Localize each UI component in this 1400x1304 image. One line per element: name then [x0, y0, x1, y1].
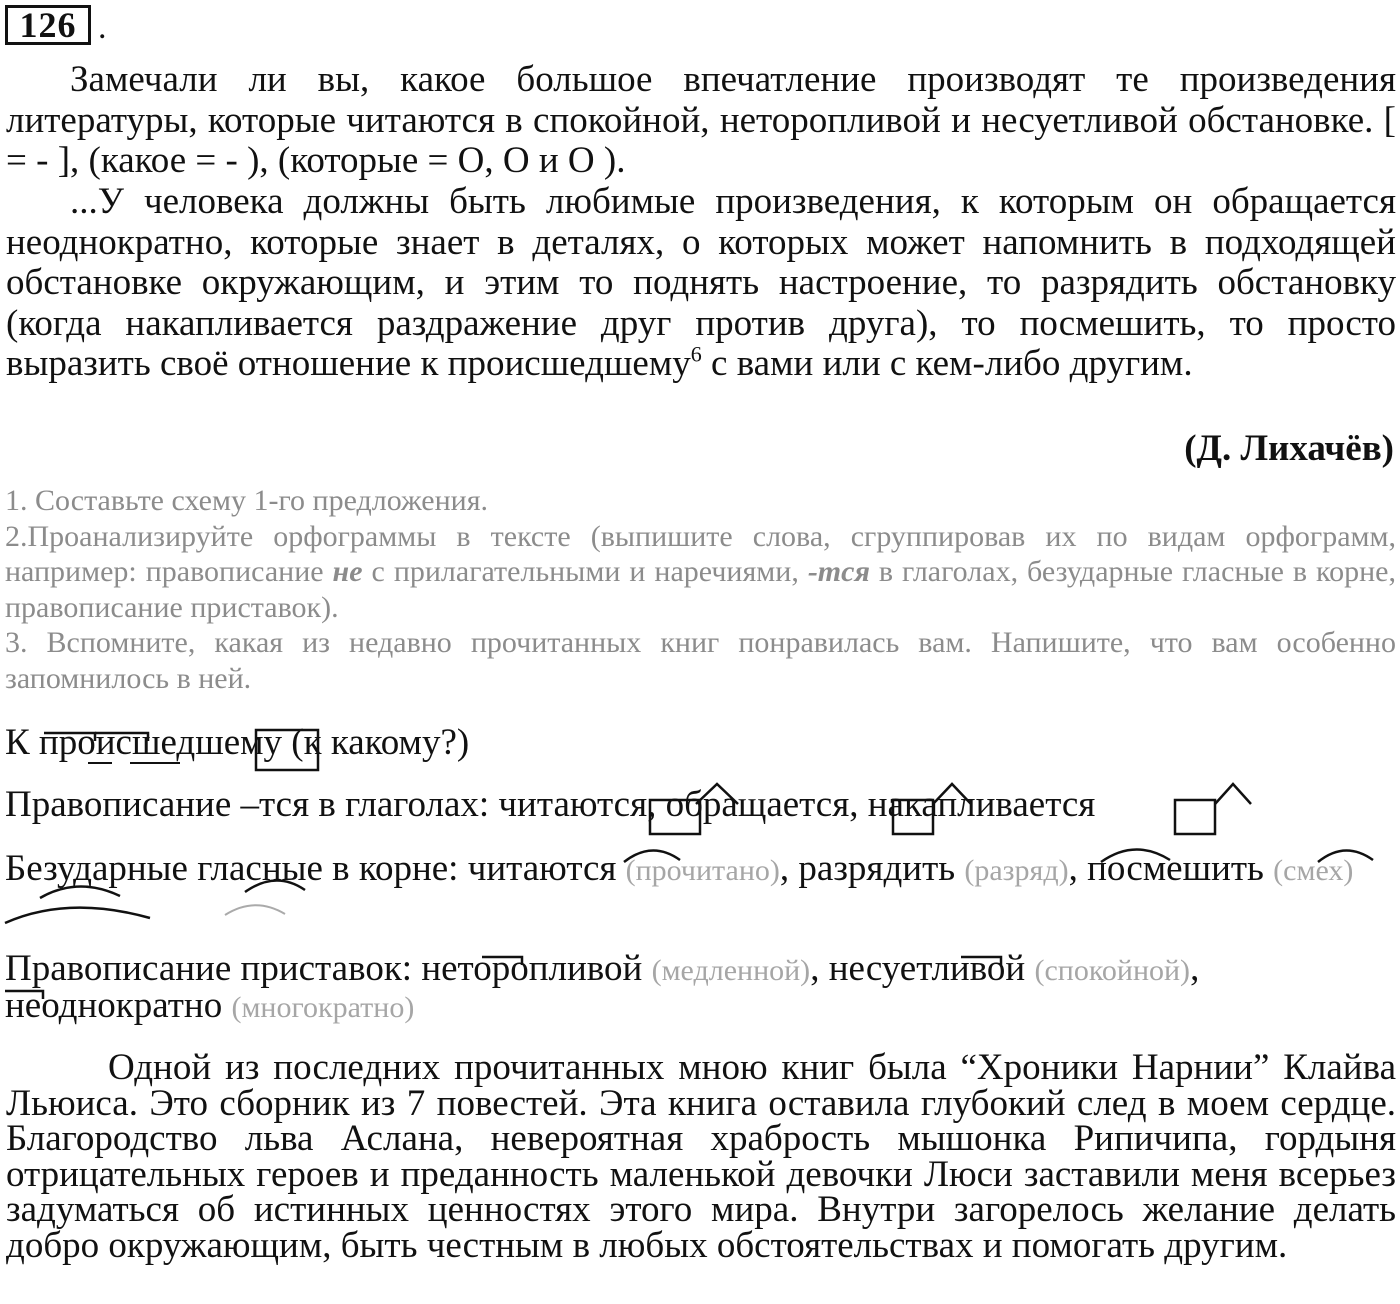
essay	[6, 1047, 1396, 1266]
answer-2: Правописание –тся в глаголах: читаются, обращается, накапливается	[5, 784, 1096, 825]
root-arc	[5, 908, 150, 923]
answer-4-word-1: неторопливой	[421, 948, 643, 989]
paragraph-2-end: с вами или с кем-либо другим.	[701, 343, 1193, 384]
task-2-c: в глаголах, безударные гласные в корне, правописание приставок).	[5, 555, 1396, 624]
footnote-mark: 6	[690, 341, 702, 367]
task-2-tsya: -тся	[807, 555, 870, 588]
essay-text: Одной из последних прочитанных мною книг была “Хроники Нарнии” Клайва Льюиса. Это сборник из 7 повестей. Эта книга оставила глубокий след в моем сердце. Благородство льва Аслана, невероятная храбрость мышонка Рипичипа, гордыня отрицательных героев и преданность маленькой девочки Люси заставили меня всерьез задуматься об истинных ценностях этого мира. Внутри загорелось желание делать добро окружающим, быть честным в любых обстоятельствах и помогать другим.	[6, 1047, 1396, 1266]
answer-3-label: Безударные гласные в корне:	[5, 848, 468, 889]
root-arc	[225, 905, 285, 915]
answer-4-word-2: несуетливой	[828, 948, 1026, 989]
answer-3: Безударные гласные в корне: читаются (прочитано), разрядить (разряд), посмешить (смех)	[5, 848, 1354, 889]
paragraph-1: Замечали ли вы, какое большое впечатление производят те произведения литературы, которые читаются в спокойной, неторопливой и несуетливой обстановке. [ = - ], (какое = - ), (которые = О, О и О ).	[6, 59, 1396, 181]
exercise-number-dot: .	[98, 9, 107, 46]
answer-1-word: К происшедшему	[5, 722, 283, 763]
answer-4-check-2: (спокойной)	[1034, 954, 1191, 987]
answer-3-word-1: читаются	[467, 848, 617, 889]
author: (Д. Лихачёв)	[1184, 428, 1394, 469]
answer-3-check-3: (смех)	[1273, 854, 1354, 887]
answer-4-check-3: (многократно)	[231, 991, 415, 1024]
answer-4-label: Правописание приставок:	[5, 948, 422, 989]
answer-1-question: (к какому?)	[282, 722, 470, 763]
tasks	[5, 483, 1396, 696]
paragraph-2	[6, 182, 1396, 385]
task-2-b: с прилагательными и наречиями,	[362, 555, 808, 588]
task-1: 1. Составьте схему 1-го предложения.	[5, 484, 489, 517]
answer-3-check-2: (разряд)	[964, 854, 1069, 887]
task-2-a: 2.Проанализируйте орфограммы в тексте (выпишите слова, сгруппировав их по видам орфограмм, например: правописание	[5, 519, 1396, 588]
answer-4-word-3: неоднократно	[5, 985, 223, 1026]
answer-3-word-3: посмешить	[1087, 848, 1264, 889]
task-2-ne: не	[332, 555, 363, 588]
task-2	[5, 519, 1396, 626]
answer-4-check-1: (медленной)	[651, 954, 811, 987]
paragraph-2-text: ...У человека должны быть любимые произведения, к которым он обращается неоднократно, которые знает в деталях, о которых может напомнить в подходящей обстановке окружающим, и этим то поднять настроение, то разрядить обстановку (когда накапливается раздражение друг против друга), то посмешить, то просто выразить своё отношение к происшедшему	[6, 181, 1396, 384]
answer-3-word-2: разрядить	[798, 848, 956, 889]
answer-4: Правописание приставок: неторопливой (медленной), несуетливой (спокойной), неоднократно (многократно)	[5, 948, 1200, 1026]
answer-3-check-1: (прочитано)	[625, 854, 780, 887]
task-3: 3. Вспомните, какая из недавно прочитанных книг понравилась вам. Напишите, что вам особенно запомнилось в ней.	[5, 626, 1396, 695]
exercise-number-box: 126	[5, 5, 91, 45]
answer-1	[5, 722, 1396, 763]
